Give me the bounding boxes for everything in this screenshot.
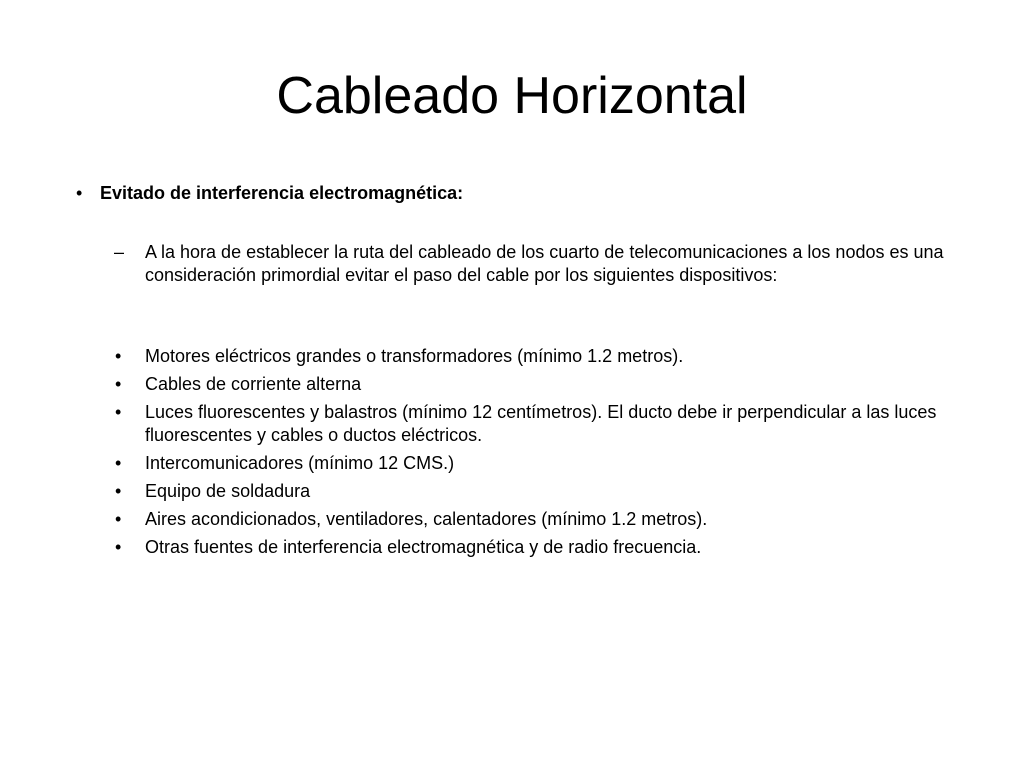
- slide-title: Cableado Horizontal: [276, 67, 748, 125]
- list-item: [115, 401, 980, 447]
- list-item: [115, 373, 980, 396]
- list-item-text: Aires acondicionados, ventiladores, calentadores (mínimo 1.2 metros).: [145, 509, 708, 529]
- bullet-marker: •: [115, 374, 122, 394]
- bullet-marker: •: [76, 183, 83, 203]
- bullet-marker: •: [115, 346, 122, 366]
- list-item-text: Motores eléctricos grandes o transformadores (mínimo 1.2 metros).: [145, 346, 684, 366]
- device-list: [115, 345, 980, 564]
- dash-marker: –: [114, 242, 125, 262]
- section-heading: [76, 180, 980, 206]
- bullet-marker: •: [115, 509, 122, 529]
- bullet-marker: •: [115, 402, 122, 422]
- list-item-text: Intercomunicadores (mínimo 12 CMS.): [145, 453, 455, 473]
- list-item-text: Luces fluorescentes y balastros (mínimo 12 centímetros). El ducto debe ir perpendicular a las luces fluorescentes y cables o ductos eléctricos.: [145, 402, 937, 445]
- bullet-marker: •: [115, 481, 122, 501]
- list-item-text: Otras fuentes de interferencia electromagnética y de radio frecuencia.: [145, 537, 702, 557]
- list-item: [115, 452, 980, 475]
- list-item-text: Equipo de soldadura: [145, 481, 311, 501]
- bullet-marker: •: [115, 453, 122, 473]
- list-item: [115, 536, 980, 559]
- list-item-text: Cables de corriente alterna: [145, 374, 362, 394]
- sub-point-text: A la hora de establecer la ruta del cableado de los cuarto de telecomunicaciones a los nodos es una consideración primordial evitar el paso del cable por los siguientes dispositivos:: [145, 242, 944, 285]
- list-item: [115, 345, 980, 368]
- sub-point: [114, 241, 980, 287]
- section-heading-text: Evitado de interferencia electromagnética:: [100, 183, 464, 203]
- list-item: [115, 508, 980, 531]
- list-item: [115, 480, 980, 503]
- bullet-marker: •: [115, 537, 122, 557]
